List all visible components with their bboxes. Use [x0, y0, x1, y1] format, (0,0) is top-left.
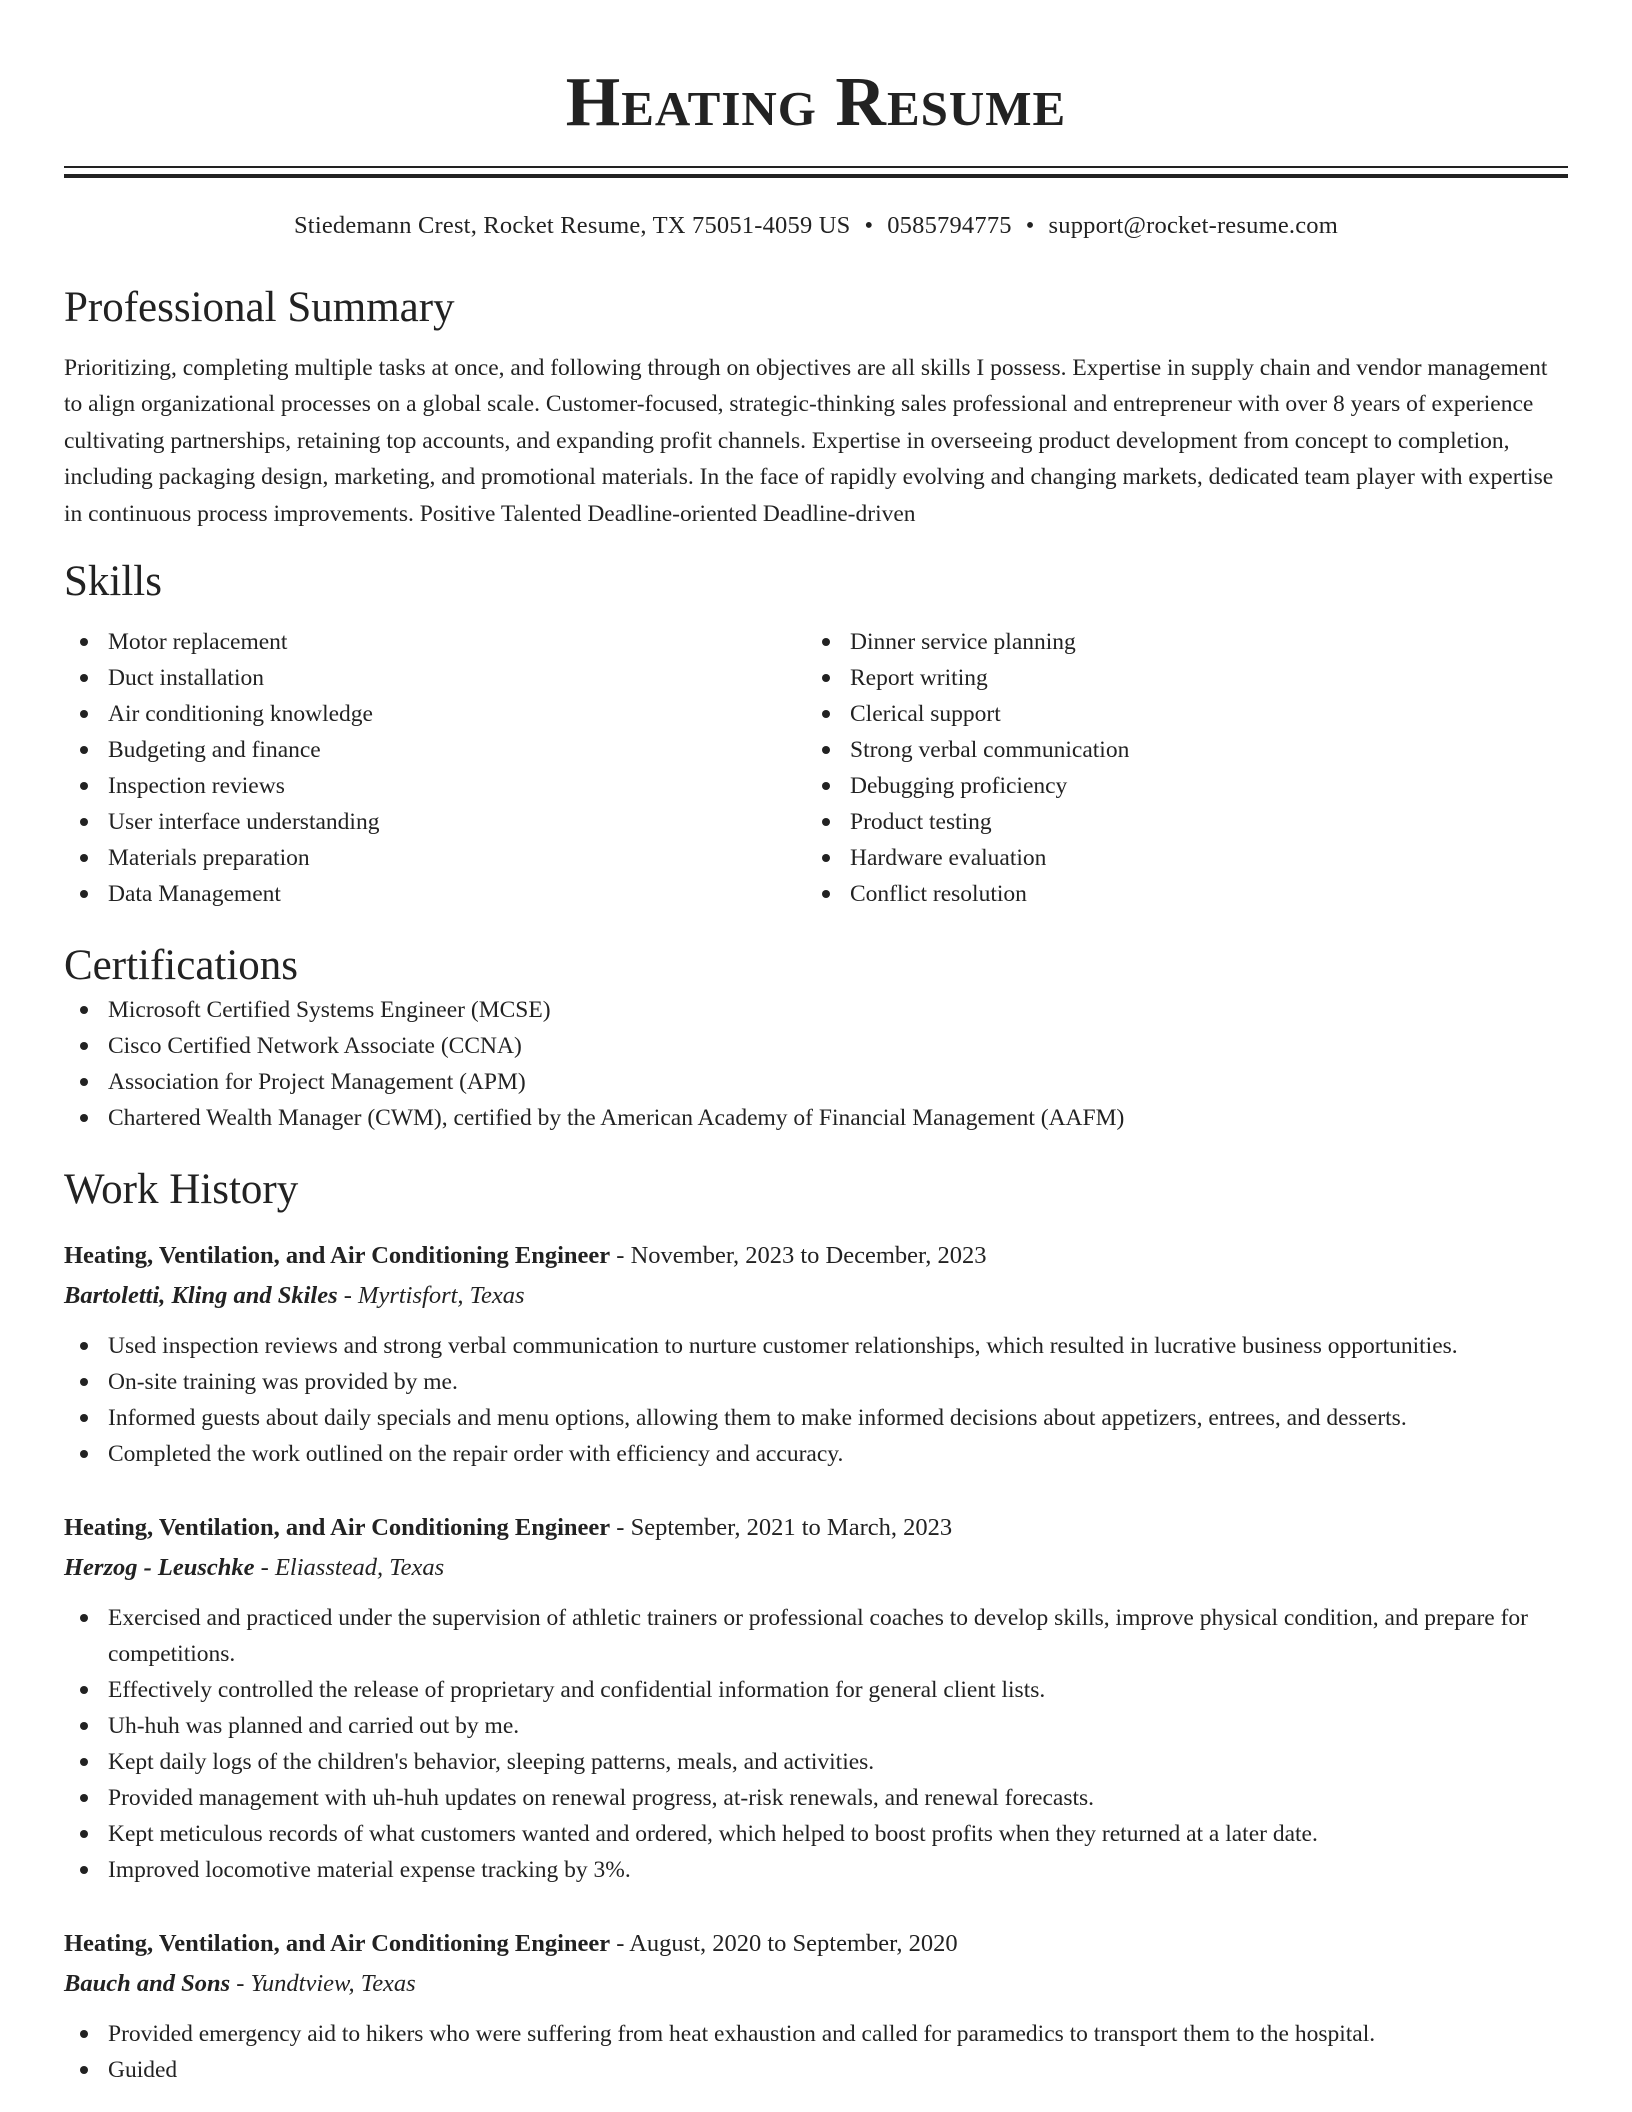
- title-divider-thin: [64, 166, 1568, 168]
- certification-item: Cisco Certified Network Associate (CCNA): [64, 1028, 1568, 1064]
- skill-item: Data Management: [64, 876, 806, 912]
- contact-phone: 0585794775: [887, 212, 1012, 239]
- job-duty-item: Informed guests about daily specials and menu options, allowing them to make informed decisions about appetizers, entrees, and desserts.: [64, 1400, 1568, 1436]
- job-role: Heating, Ventilation, and Air Conditioning Engineer: [64, 1514, 611, 1542]
- skill-item: Dinner service planning: [806, 624, 1548, 660]
- resume-title: Heating Resume: [565, 64, 1067, 141]
- job-duty-item: Exercised and practiced under the supervision of athletic trainers or professional coaches to develop skills, improve physical condition, and prepare for competitions.: [64, 1600, 1568, 1672]
- skill-item: Product testing: [806, 804, 1548, 840]
- skill-item: Inspection reviews: [64, 768, 806, 804]
- job-duty-item: Completed the work outlined on the repair order with efficiency and accuracy.: [64, 1436, 1568, 1472]
- skill-item: Strong verbal communication: [806, 732, 1548, 768]
- job-company: Bauch and Sons: [64, 1970, 231, 1998]
- job-duty-item: Used inspection reviews and strong verbal communication to nurture customer relationships, which resulted in lucrative business opportunities.: [64, 1328, 1568, 1364]
- title-divider-thick: [64, 174, 1568, 178]
- skill-item: Clerical support: [806, 696, 1548, 732]
- skills-list-left: [64, 624, 806, 912]
- job-entry: [64, 1510, 1568, 1888]
- job-location: - Myrtisfort, Texas: [337, 1282, 525, 1310]
- resume-page: [64, 0, 1568, 2088]
- skills-list-right: [806, 624, 1548, 912]
- certification-item: Association for Project Management (APM): [64, 1064, 1568, 1100]
- section-heading-work-history: Work History: [64, 1166, 299, 1214]
- job-duties-list: [64, 1600, 1568, 1888]
- contact-separator: •: [1025, 212, 1035, 239]
- job-duty-item: Provided management with uh-huh updates on renewal progress, at-risk renewals, and renewal forecasts.: [64, 1780, 1568, 1816]
- skill-item: User interface understanding: [64, 804, 806, 840]
- job-company-line: [64, 1550, 1568, 1586]
- job-duty-item: On-site training was provided by me.: [64, 1364, 1568, 1400]
- job-duties-list: [64, 1328, 1568, 1472]
- skills-column-left: [64, 624, 806, 912]
- certifications-section: [64, 940, 1568, 1136]
- skill-item: Debugging proficiency: [806, 768, 1548, 804]
- job-entry: [64, 1238, 1568, 1472]
- job-duties-list: [64, 2016, 1568, 2088]
- skill-item: Duct installation: [64, 660, 806, 696]
- skill-item: Materials preparation: [64, 840, 806, 876]
- job-entry: [64, 1926, 1568, 2088]
- skills-column-right: [806, 624, 1548, 912]
- skill-item: Report writing: [806, 660, 1548, 696]
- skill-item: Budgeting and finance: [64, 732, 806, 768]
- job-location: - Eliasstead, Texas: [254, 1554, 445, 1582]
- job-dates: - November, 2023 to December, 2023: [610, 1242, 987, 1270]
- job-title-line: [64, 1510, 1568, 1546]
- job-company: Bartoletti, Kling and Skiles: [64, 1282, 338, 1310]
- job-role: Heating, Ventilation, and Air Conditioning Engineer: [64, 1242, 611, 1270]
- job-title-line: [64, 1926, 1568, 1962]
- job-duty-item: Provided emergency aid to hikers who were suffering from heat exhaustion and called for paramedics to transport them to the hospital.: [64, 2016, 1568, 2052]
- professional-summary-section: [64, 282, 1568, 532]
- skills-columns: [64, 624, 1568, 912]
- skill-item: Air conditioning knowledge: [64, 696, 806, 732]
- contact-address: Stiedemann Crest, Rocket Resume, TX 75051-4059 US: [293, 212, 851, 239]
- section-heading-skills: Skills: [64, 558, 162, 606]
- job-duty-item: Improved locomotive material expense tracking by 3%.: [64, 1852, 1568, 1888]
- job-company-line: [64, 1966, 1568, 2002]
- job-dates: - August, 2020 to September, 2020: [610, 1930, 958, 1958]
- job-location: - Yundtview, Texas: [230, 1970, 416, 1998]
- skills-section: [64, 556, 1568, 912]
- job-duty-item: Uh-huh was planned and carried out by me.: [64, 1708, 1568, 1744]
- contact-separator: •: [864, 212, 874, 239]
- section-heading-summary: Professional Summary: [64, 284, 455, 331]
- skill-item: Hardware evaluation: [806, 840, 1548, 876]
- skill-item: Motor replacement: [64, 624, 806, 660]
- work-history-section: [64, 1164, 1568, 2088]
- section-heading-certifications: Certifications: [64, 942, 299, 990]
- contact-email: support@rocket-resume.com: [1048, 212, 1339, 239]
- job-role: Heating, Ventilation, and Air Conditioning Engineer: [64, 1930, 611, 1958]
- certifications-list: [64, 992, 1568, 1136]
- job-company-line: [64, 1278, 1568, 1314]
- skill-item: Conflict resolution: [806, 876, 1548, 912]
- job-title-line: [64, 1238, 1568, 1274]
- job-company: Herzog - Leuschke: [64, 1554, 255, 1582]
- job-duty-item: Kept daily logs of the children's behavior, sleeping patterns, meals, and activities.: [64, 1744, 1568, 1780]
- certification-item: Chartered Wealth Manager (CWM), certified by the American Academy of Financial Management (AAFM): [64, 1100, 1568, 1136]
- job-duty-item: Effectively controlled the release of proprietary and confidential information for general client lists.: [64, 1672, 1568, 1708]
- job-duty-item: Guided: [64, 2052, 1568, 2088]
- job-dates: - September, 2021 to March, 2023: [610, 1514, 953, 1542]
- contact-line: [64, 210, 1568, 242]
- summary-text: Prioritizing, completing multiple tasks at once, and following through on objectives are all skills I possess. Expertise in supply chain and vendor management to align organizational processes on a global scale. Customer-focused, strategic-thinking sales professional and entrepreneur with over 8 years of experience cultivating partnerships, retaining top accounts, and expanding profit channels. Expertise in overseeing product development from concept to completion, including packaging design, marketing, and promotional materials. In the face of rapidly evolving and changing markets, dedicated team player with expertise in continuous process improvements. Positive Talented Deadline-oriented Deadline-driven: [64, 355, 1554, 527]
- certification-item: Microsoft Certified Systems Engineer (MCSE): [64, 992, 1568, 1028]
- job-duty-item: Kept meticulous records of what customers wanted and ordered, which helped to boost profits when they returned at a later date.: [64, 1816, 1568, 1852]
